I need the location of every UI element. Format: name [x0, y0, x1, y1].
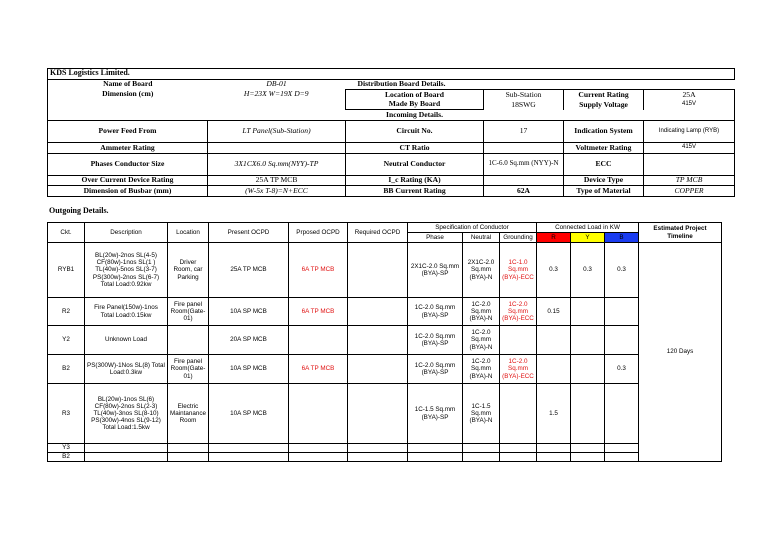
ckt-cell: RYB1 — [48, 243, 85, 298]
timeline-cell: 120 Days — [639, 243, 722, 462]
indication-system-value: Indicating Lamp (RYB) — [644, 120, 735, 142]
busbar-dimension-label: Dimension of Busbar (mm) — [48, 186, 208, 197]
y-load-cell: 0.3 — [571, 243, 605, 298]
y-load-cell — [571, 384, 605, 444]
phase-cell: 2X1C-2.0 Sq.mm (BYA)-SP — [408, 243, 463, 298]
voltmeter-rating-label: Voltmeter Rating — [564, 142, 644, 153]
supply-voltage-label: Supply Voltage — [564, 100, 644, 110]
voltmeter-rating-value: 415V — [644, 142, 735, 153]
location-cell: Fire panel Room(Gate-01) — [168, 355, 209, 384]
description-cell: PS(300W)-1Nos SL(8) Total Load:0.3kw — [85, 355, 168, 384]
location-cell — [168, 444, 209, 453]
b-load-cell: 0.3 — [605, 243, 639, 298]
location-cell — [168, 326, 209, 355]
device-type-label: Device Type — [564, 175, 644, 186]
indication-system-label: Indication System — [564, 120, 644, 142]
ecc-label: ECC — [564, 153, 644, 175]
table-row — [48, 444, 722, 453]
ckt-cell: Y2 — [48, 326, 85, 355]
proposed-ocpd-cell — [289, 384, 348, 444]
neutral-cell: 1C-1.5 Sq.mm (BYA)-N — [463, 384, 500, 444]
ckt-header: Ckt. — [48, 223, 85, 243]
present-ocpd-cell: 10A SP MCB — [209, 298, 289, 326]
outgoing-table — [47, 222, 722, 462]
table-row — [48, 298, 722, 326]
table-row — [48, 384, 722, 444]
neutral-conductor-value: 1C-6.0 Sq.mm (NYY)-N — [484, 153, 564, 175]
location-cell: Electric Maintanance Room — [168, 384, 209, 444]
company-name: KDS Logistics Limited. — [48, 69, 735, 80]
neutral-cell: 1C-2.0 Sq.mm (BYA)-N — [463, 355, 500, 384]
grounding-cell — [500, 444, 537, 453]
phase-cell — [408, 444, 463, 453]
outgoing-title: Outgoing Details. — [49, 206, 109, 215]
r-load-cell: 0.15 — [537, 298, 571, 326]
required-ocpd-cell — [348, 326, 408, 355]
y-load-cell — [571, 355, 605, 384]
b-load-cell: 0.3 — [605, 355, 639, 384]
phase-header: Phase — [408, 233, 463, 243]
y-load-cell — [571, 298, 605, 326]
over-current-value: 25A TP MCB — [208, 175, 346, 186]
table-row — [48, 243, 722, 298]
distribution-board-title: Distribution Board Details. — [346, 79, 735, 90]
circuit-no-label: Circuit No. — [346, 120, 484, 142]
conductor-spec-header: Specification of Conductor — [408, 223, 537, 233]
bb-current-value: 62A — [484, 186, 564, 197]
ckt-cell: Y3 — [48, 444, 85, 453]
neutral-cell: 2X1C-2.0 Sq.mm (BYA)-N — [463, 243, 500, 298]
present-ocpd-cell: 20A SP MCB — [209, 326, 289, 355]
y-load-cell — [571, 453, 605, 462]
y-phase-header: Y — [571, 233, 605, 243]
current-rating-value: 25A — [644, 90, 735, 100]
name-of-board-value: DB-01 — [266, 79, 287, 89]
b-load-cell — [605, 444, 639, 453]
location-cell: Fire panel Room(Gate-01) — [168, 298, 209, 326]
required-ocpd-cell — [348, 453, 408, 462]
power-feed-value: LT Panel(Sub-Station) — [208, 120, 346, 142]
ckt-cell: R2 — [48, 298, 85, 326]
board-details-table — [47, 68, 735, 197]
proposed-ocpd-cell: 6A TP MCB — [289, 243, 348, 298]
location-cell — [168, 453, 209, 462]
incoming-title: Incoming Details. — [346, 110, 484, 121]
r-phase-header: R — [537, 233, 571, 243]
r-load-cell — [537, 326, 571, 355]
made-by-label: Made By Board — [346, 100, 484, 110]
description-cell: BL(20w)-1nos SL(6) CF(80w)-2nos SL(2-3) TL(40w)-3nos SL(8-10) PS(300w)-4nos SL(9-12) Total Load:1.5kw — [85, 384, 168, 444]
supply-voltage-value: 415V — [644, 100, 735, 110]
current-rating-label: Current Rating — [564, 90, 644, 100]
phases-conductor-label: Phases Conductor Size — [48, 153, 208, 175]
r-load-cell: 0.3 — [537, 243, 571, 298]
name-of-board-label: Name of Board — [48, 79, 208, 90]
phase-cell: 1C-2.0 Sq.mm (BYA)-SP — [408, 298, 463, 326]
b-load-cell — [605, 384, 639, 444]
b-phase-header: B — [605, 233, 639, 243]
required-ocpd-cell — [348, 384, 408, 444]
neutral-cell — [463, 453, 500, 462]
table-row — [48, 453, 722, 462]
location-cell: Driver Room, car Parking — [168, 243, 209, 298]
ct-ratio-label: CT Ratio — [346, 142, 484, 153]
ckt-cell: R3 — [48, 384, 85, 444]
location-label: Location of Board — [346, 90, 484, 100]
ckt-cell: B2 — [48, 355, 85, 384]
grounding-header: Grounding — [500, 233, 537, 243]
phase-cell: 1C-2.0 Sq.mm (BYA)-SP — [408, 355, 463, 384]
device-type-value: TP MCB — [644, 175, 735, 186]
neutral-conductor-label: Neutral Conductor — [346, 153, 484, 175]
phases-conductor-value: 3X1CX6.0 Sq.mm(NYY)-TP — [208, 153, 346, 175]
description-cell: Fire Panel(150w)-1nos Total Load:0.15kw — [85, 298, 168, 326]
b-load-cell — [605, 453, 639, 462]
b-load-cell — [605, 298, 639, 326]
b-load-cell — [605, 326, 639, 355]
bb-current-label: BB Current Rating — [346, 186, 484, 197]
dimension-label: Dimension (cm) — [48, 90, 208, 100]
ckt-cell: B2 — [48, 453, 85, 462]
phase-cell: 1C-1.5 Sq.mm (BYA)-SP — [408, 384, 463, 444]
over-current-label: Over Current Device Rating — [48, 175, 208, 186]
r-load-cell — [537, 453, 571, 462]
r-load-cell: 1.5 — [537, 384, 571, 444]
grounding-cell: 1C-1.0 Sq.mm (BYA)-ECC — [500, 243, 537, 298]
proposed-ocpd-header: Prposed OCPD — [289, 223, 348, 243]
proposed-ocpd-cell: 6A TP MCB — [289, 355, 348, 384]
proposed-ocpd-cell — [289, 444, 348, 453]
phase-cell — [408, 453, 463, 462]
connected-load-header: Connected Load in KW — [537, 223, 639, 233]
present-ocpd-cell: 10A SP MCB — [209, 384, 289, 444]
required-ocpd-cell — [348, 298, 408, 326]
description-cell — [85, 453, 168, 462]
required-ocpd-cell — [348, 444, 408, 453]
proposed-ocpd-cell — [289, 453, 348, 462]
present-ocpd-cell: 10A SP MCB — [209, 355, 289, 384]
neutral-cell — [463, 444, 500, 453]
grounding-cell — [500, 326, 537, 355]
present-ocpd-cell — [209, 453, 289, 462]
y-load-cell — [571, 326, 605, 355]
grounding-cell — [500, 384, 537, 444]
busbar-dimension-value: (W-5x T-8)=N+ECC — [208, 186, 346, 197]
neutral-cell: 1C-2.0 Sq.mm (BYA)-N — [463, 298, 500, 326]
required-ocpd-cell — [348, 355, 408, 384]
grounding-cell — [500, 453, 537, 462]
required-ocpd-header: Required OCPD — [348, 223, 408, 243]
r-load-cell — [537, 355, 571, 384]
description-cell — [85, 444, 168, 453]
location-header: Location — [168, 223, 209, 243]
ammeter-rating-label: Ammeter Rating — [48, 142, 208, 153]
required-ocpd-cell — [348, 243, 408, 298]
description-header: Description — [85, 223, 168, 243]
present-ocpd-cell: 25A TP MCB — [209, 243, 289, 298]
dimension-value: H=23X W=19X D=9 — [243, 89, 309, 99]
present-ocpd-header: Present OCPD — [209, 223, 289, 243]
present-ocpd-cell — [209, 444, 289, 453]
location-value: Sub-Station — [484, 90, 564, 100]
ic-rating-label: I_c Rating (KA) — [346, 175, 484, 186]
table-row — [48, 355, 722, 384]
y-load-cell — [571, 444, 605, 453]
circuit-no-value: 17 — [484, 120, 564, 142]
proposed-ocpd-cell — [289, 326, 348, 355]
power-feed-label: Power Feed From — [48, 120, 208, 142]
grounding-cell: 1C-2.0 Sq.mm (BYA)-ECC — [500, 355, 537, 384]
description-cell: Unknown Load — [85, 326, 168, 355]
grounding-cell: 1C-2.0 Sq.mm (BYA)-ECC — [500, 298, 537, 326]
made-by-value: 18SWG — [484, 100, 564, 110]
r-load-cell — [537, 444, 571, 453]
material-label: Type of Material — [564, 186, 644, 197]
material-value: COPPER — [644, 186, 735, 197]
description-cell: BL(20w)-2nos SL(4-5) CF(80w)-1nos SL(1 ) TL(40w)-5nos SL(3-7) PS(300w)-2nos SL(6-7) Total Load:0.92kw — [85, 243, 168, 298]
table-row — [48, 326, 722, 355]
phase-cell: 1C-2.0 Sq.mm (BYA)-SP — [408, 326, 463, 355]
neutral-header: Neutral — [463, 233, 500, 243]
proposed-ocpd-cell: 6A TP MCB — [289, 298, 348, 326]
estimated-timeline-header: Estimated Project Timeline — [639, 223, 722, 243]
neutral-cell: 1C-2.0 Sq.mm (BYA)-N — [463, 326, 500, 355]
